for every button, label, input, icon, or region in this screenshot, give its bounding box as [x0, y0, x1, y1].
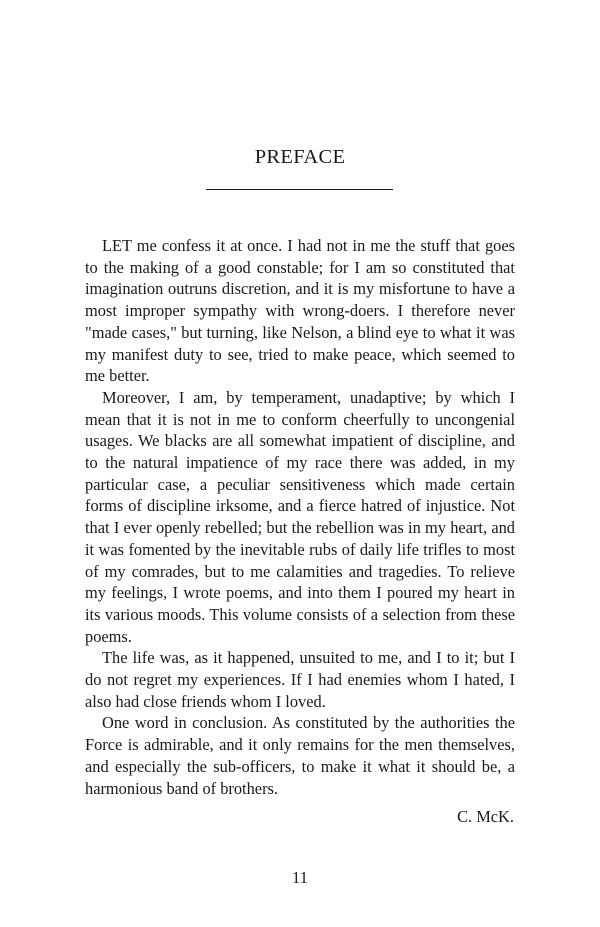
page-title: PREFACE: [254, 146, 346, 168]
paragraph-2: Moreover, I am, by temperament, unadaptive; by which I mean that it is not in me to conform cheerfully to uncongenial usages. We blacks are all somewhat impatient of discipline, and to the natural impatience of my race there was added, in my particular case, a peculiar sensitiveness which made certain forms of discipline irksome, and a fierce hatred of injustice. Not that I ever openly rebelled; but the rebellion was in my heart, and it was fomented by the inevitable rubs of daily life trifles to most of my comrades, but to me calamities and tragedies. To relieve my feelings, I wrote poems, and into them I poured my heart in its various moods. This volume consists of a selection from these poems.: [85, 387, 515, 646]
title-underline: [206, 189, 393, 190]
author-signature: C. McK.: [457, 807, 514, 826]
paragraph-3: The life was, as it happened, unsuited to me, and I to it; but I do not regret my experiences. If I had enemies whom I hated, I also had close friends whom I loved.: [85, 648, 515, 711]
preface-body: [85, 235, 515, 799]
paragraph-1: LET me confess it at once. I had not in me the stuff that goes to the making of a good constable; for I am so constituted that imagination outruns discretion, and it is my misfortune to have a most improper sympathy with wrong-doers. I therefore never "made cases," but turning, like Nelson, a blind eye to what it was my manifest duty to see, tried to make peace, which seemed to me better.: [85, 236, 515, 386]
paragraph-4: One word in conclusion. As constituted by the authorities the Force is admirable, and it only remains for the men themselves, and especially the sub-officers, to make it what it should be, a harmonious band of brothers.: [85, 713, 515, 798]
page-number: 11: [291, 868, 309, 887]
